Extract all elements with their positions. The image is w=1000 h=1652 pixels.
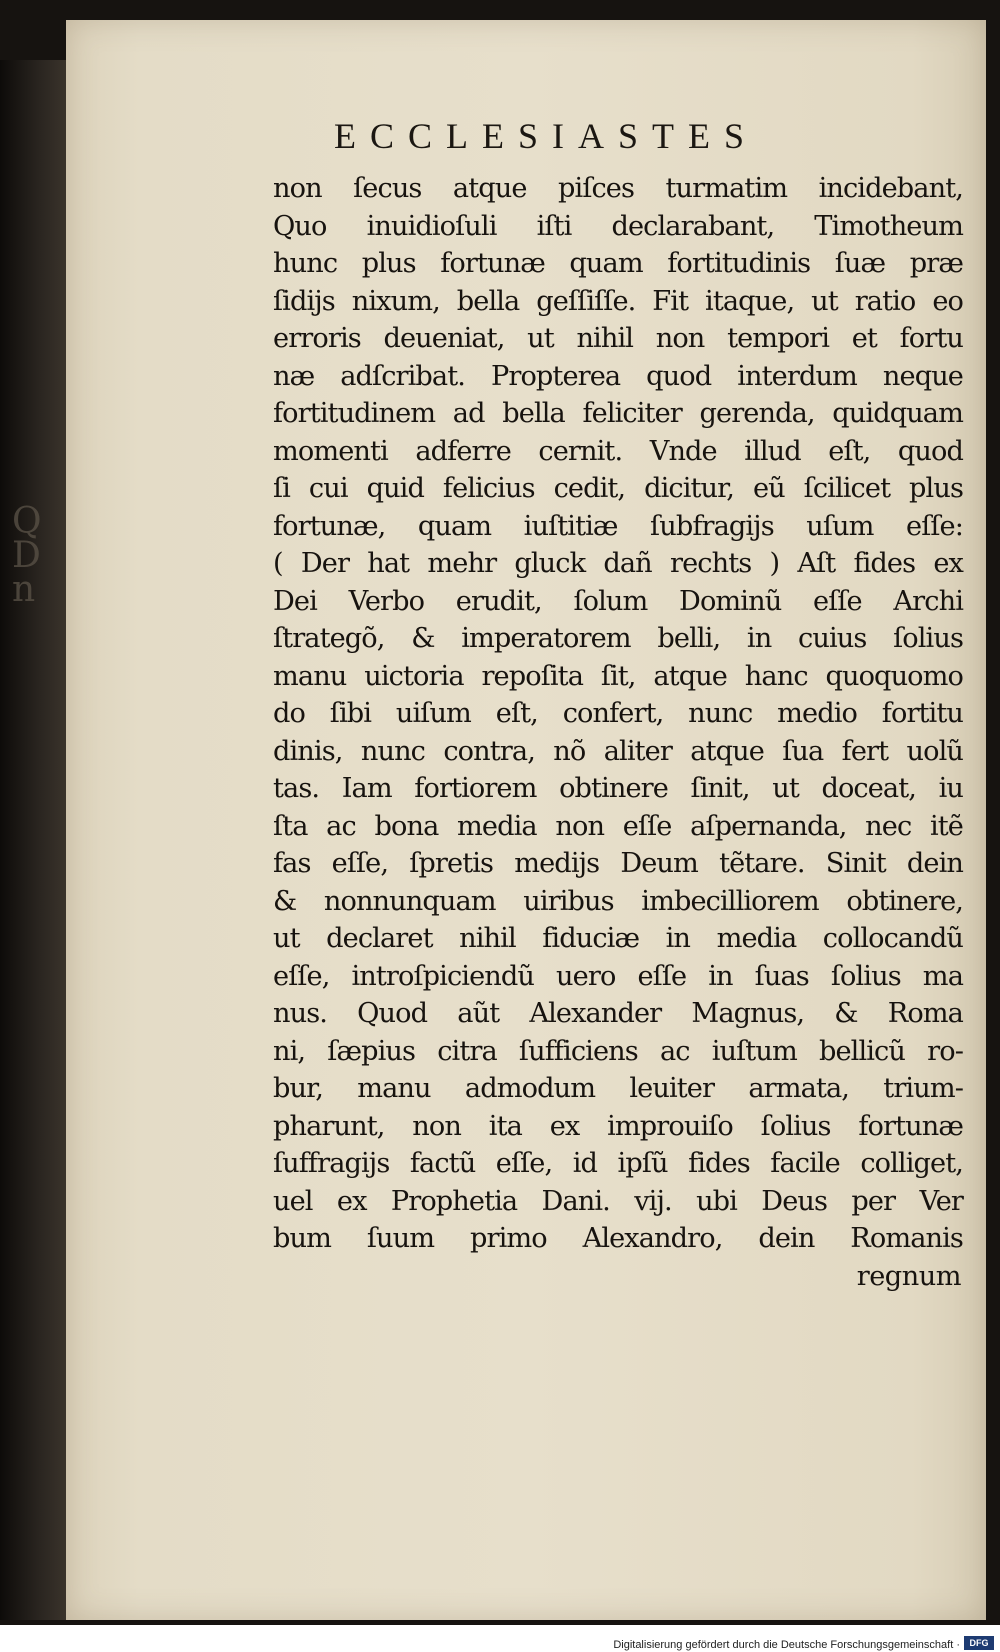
text-line: fas eſſe, ſpretis medijs Deum tẽtare. Sinit dein xyxy=(273,848,963,879)
text-line: eſſe, introſpiciendũ uero eſſe in ſuas ſolius ma xyxy=(273,960,963,992)
text-line: hunc plus fortunæ quam fortitudinis ſuæ præ xyxy=(273,248,963,279)
text-line: ſidijs nixum, bella geſſiſſe. Fit itaque, ut ratio eo xyxy=(273,285,963,317)
bleed-letter: D xyxy=(12,535,41,576)
text-line: ( Der hat mehr gluck dañ rechts ) Aſt fides ex xyxy=(273,548,963,579)
text-line: erroris deueniat, ut nihil non tempori et fortu xyxy=(273,323,963,354)
text-line: ſuffragijs factũ eſſe, id ipſũ fides facile colliget, xyxy=(273,1148,963,1179)
text-line: fortunæ, quam iuſtitiæ ſubfragijs uſum eſſe: xyxy=(273,510,963,542)
text-line: ut declaret nihil fiduciæ in media collocandũ xyxy=(273,923,963,954)
text-line: dinis, nunc contra, nõ aliter atque ſua fert uolũ xyxy=(273,735,963,767)
text-line: tas. Iam fortiorem obtinere ſinit, ut doceat, iu xyxy=(273,773,963,804)
book-page xyxy=(66,20,986,1620)
text-line: pharunt, non ita ex improuiſo ſolius fortunæ xyxy=(273,1110,963,1142)
text-line: Dei Verbo erudit, ſolum Dominũ eſſe Archi xyxy=(273,585,963,617)
text-line: momenti adferre cernit. Vnde illud eſt, quod xyxy=(273,435,963,467)
text-line: ſta ac bona media non eſſe aſpernanda, nec itẽ xyxy=(273,810,963,842)
facing-page-edge xyxy=(0,60,66,1620)
text-line: & nonnunquam uiribus imbecilliorem obtinere, xyxy=(273,885,963,917)
bleed-letter: n xyxy=(12,569,36,610)
text-line: ſi cui quid felicius cedit, dicitur, eũ ſcilicet plus xyxy=(273,473,963,504)
text-line: uel ex Prophetia Dani. vij. ubi Deus per Ver xyxy=(273,1185,963,1217)
text-line: Quo inuidioſuli iſti declarabant, Timotheum xyxy=(273,210,963,242)
facing-page-bleed-through xyxy=(12,501,52,610)
text-line: bum ſuum primo Alexandro, dein Romanis xyxy=(273,1223,963,1254)
text-line: nus. Quod aũt Alexander Magnus, & Roma xyxy=(273,998,963,1029)
catchword: regnum xyxy=(856,1260,961,1292)
bleed-letter: Q xyxy=(12,501,42,542)
text-line: do ſibi uiſum eſt, confert, nunc medio fortitu xyxy=(273,698,963,729)
text-line: ni, ſæpius citra ſufficiens ac iuſtum bellicũ ro- xyxy=(273,1035,963,1067)
text-line: fortitudinem ad bella feliciter gerenda, quidquam xyxy=(273,398,963,429)
text-line: non ſecus atque piſces turmatim incidebant, xyxy=(273,173,963,204)
body-text xyxy=(273,170,963,1295)
dfg-logo-icon: DFG xyxy=(964,1636,994,1650)
text-line: ſtrategõ, & imperatorem belli, in cuius ſolius xyxy=(273,623,963,654)
text-line: manu uictoria repoſita ſit, atque hanc quoquomo xyxy=(273,660,963,692)
running-head: ECCLESIASTES xyxy=(333,116,759,156)
dfg-credit-text: Digitalisierung gefördert durch die Deutsche Forschungsgemeinschaft · xyxy=(613,1639,960,1651)
text-line: næ adſcribat. Propterea quod interdum neque xyxy=(273,360,963,392)
text-line: bur, manu admodum leuiter armata, trium- xyxy=(273,1073,963,1104)
